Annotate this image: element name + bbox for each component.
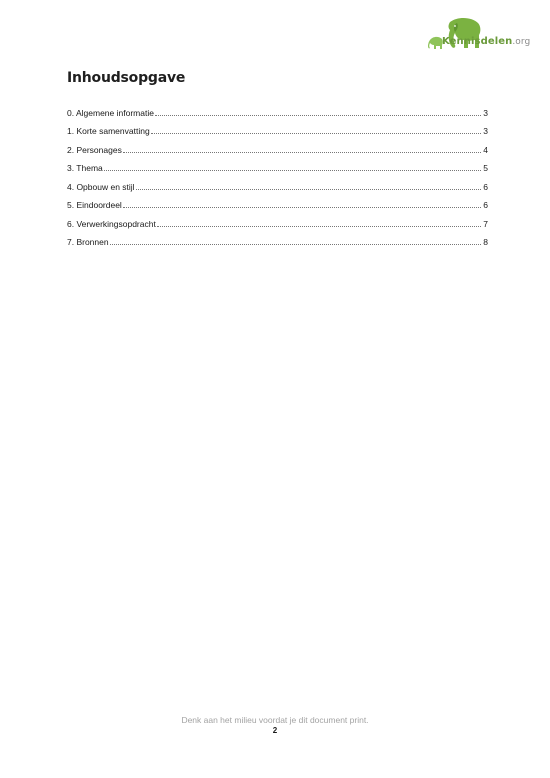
toc-dot-leader bbox=[104, 170, 481, 171]
toc-entry-korte-samenvatting[interactable] bbox=[67, 118, 488, 137]
toc-entry-label: 4. Opbouw en stijl bbox=[67, 181, 135, 192]
toc-entry-page: 4 bbox=[483, 144, 488, 155]
toc-dot-leader bbox=[123, 207, 481, 208]
footer-note: Denk aan het milieu voordat je dit document print. bbox=[181, 715, 369, 725]
toc-entry-page: 6 bbox=[483, 181, 488, 192]
toc-entry-eindoordeel[interactable] bbox=[67, 192, 488, 211]
table-of-contents bbox=[67, 99, 488, 247]
logo-text bbox=[442, 36, 530, 47]
toc-entry-page: 6 bbox=[483, 200, 488, 210]
toc-entry-label: 7. Bronnen bbox=[67, 237, 109, 247]
toc-entry-algemene-informatie[interactable] bbox=[67, 99, 488, 118]
toc-entry-page: 5 bbox=[483, 163, 488, 173]
toc-entry-page: 7 bbox=[483, 218, 488, 229]
toc-entry-bronnen[interactable] bbox=[67, 229, 488, 248]
toc-dot-leader bbox=[136, 189, 481, 190]
toc-title: Inhoudsopgave bbox=[67, 70, 186, 86]
toc-dot-leader bbox=[151, 133, 481, 134]
toc-entry-label: 0. Algemene informatie bbox=[67, 107, 154, 118]
toc-entry-page: 3 bbox=[483, 126, 488, 136]
toc-dot-leader bbox=[157, 226, 481, 227]
toc-entry-label: 1. Korte samenvatting bbox=[67, 126, 150, 136]
toc-entry-personages[interactable] bbox=[67, 136, 488, 155]
page-number: 2 bbox=[272, 726, 278, 735]
toc-entry-label: 3. Thema bbox=[67, 163, 103, 173]
toc-entry-page: 3 bbox=[483, 107, 488, 118]
toc-entry-label: 2. Personages bbox=[67, 144, 122, 155]
kennisdelen-logo[interactable] bbox=[424, 14, 536, 54]
toc-dot-leader bbox=[155, 115, 481, 116]
toc-entry-opbouw-en-stijl[interactable] bbox=[67, 173, 488, 192]
toc-dot-leader bbox=[110, 244, 481, 245]
elephant-icon bbox=[424, 14, 536, 54]
logo-tld: .org bbox=[512, 37, 531, 47]
toc-entry-label: 6. Verwerkingsopdracht bbox=[67, 218, 156, 229]
logo-name: Kennisdelen bbox=[442, 36, 513, 47]
toc-dot-leader bbox=[123, 152, 481, 153]
toc-entry-verwerkingsopdracht[interactable] bbox=[67, 210, 488, 229]
toc-entry-page: 8 bbox=[483, 237, 488, 247]
toc-entry-thema[interactable] bbox=[67, 155, 488, 174]
toc-entry-label: 5. Eindoordeel bbox=[67, 200, 122, 210]
